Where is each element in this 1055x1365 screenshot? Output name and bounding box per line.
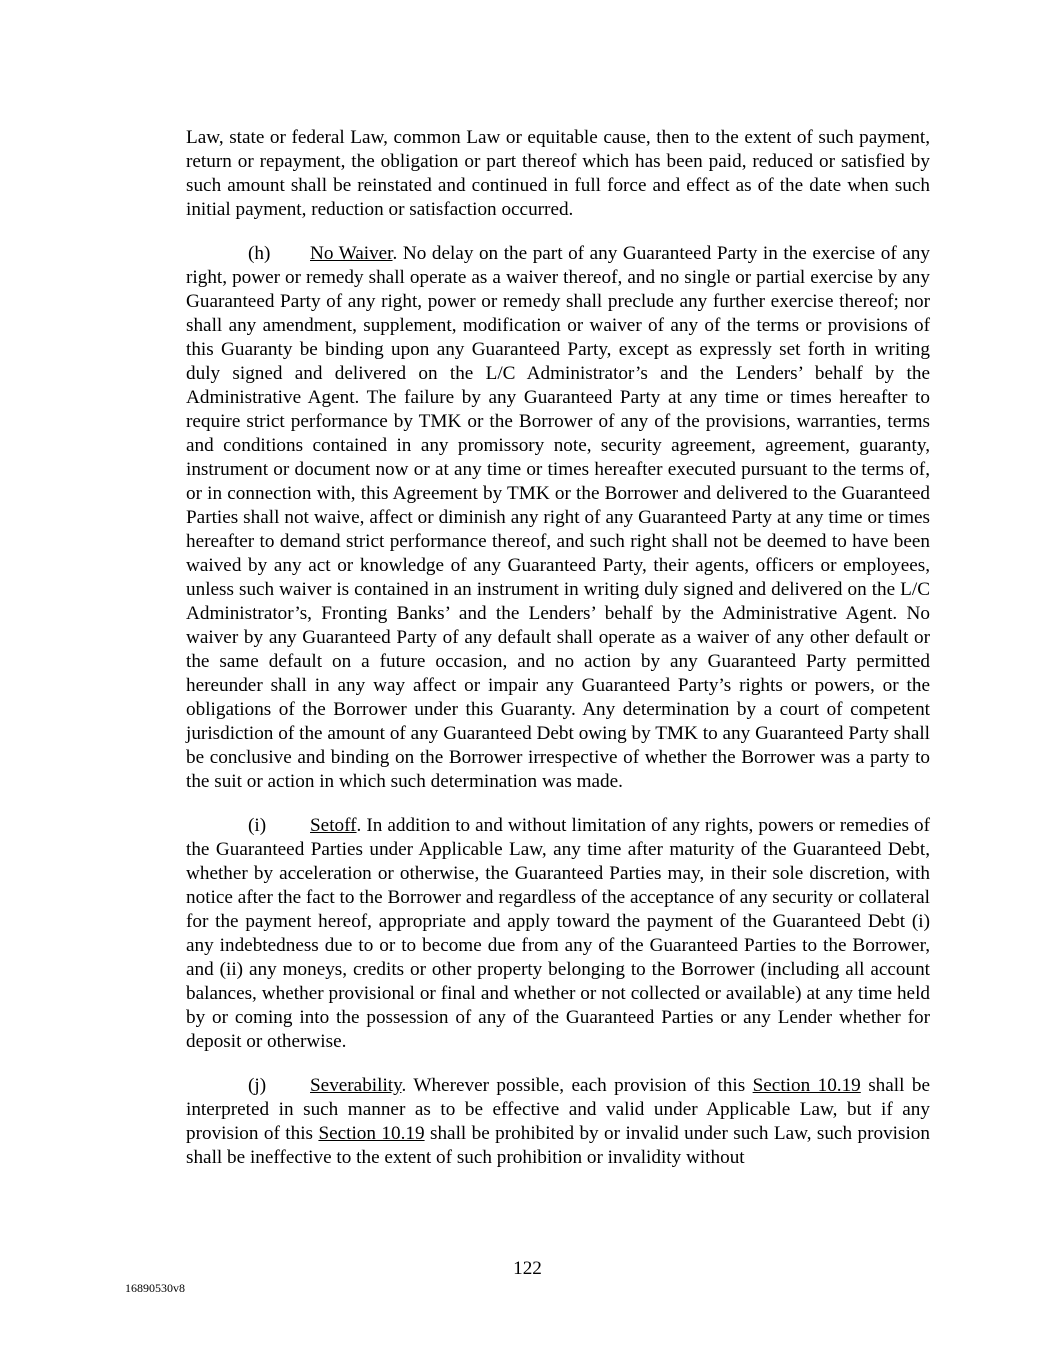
section-text: . Wherever possible, each provision of this <box>401 1075 753 1096</box>
document-body <box>186 126 930 1170</box>
section-heading: Severability <box>310 1075 402 1096</box>
section-text: . No delay on the part of any Guaranteed Party in the exercise of any right, power or remedy shall operate as a waiver thereof, and no single or partial exercise by any Guaranteed Party of any right, power or remedy shall preclude any further exercise thereof; nor shall any amendment, supplement, modification or waiver of any of the terms or provisions of this Guaranty be binding upon any Guaranteed Party, except as expressly set forth in writing duly signed and delivered on the L/C Administrator’s and the Lenders’ behalf by the Administrative Agent. The failure by any Guaranteed Party at any time or times hereafter to require strict performance by TMK or the Borrower of any of the provisions, warranties, terms and conditions contained in any promissory note, security agreement, agreement, guaranty, instrument or document now or at any time or times hereafter executed pursuant to the terms of, or in connection with, this Agreement by TMK or the Borrower and delivered to the Guaranteed Parties shall not waive, affect or diminish any right of any Guaranteed Party at any time or times hereafter to demand strict performance thereof, and such right shall not be deemed to have been waived by any act or knowledge of any Guaranteed Party, their agents, officers or employees, unless such waiver is contained in an instrument in writing duly signed and delivered on the L/C Administrator’s, Fronting Banks’ and the Lenders’ behalf by the Administrative Agent. No waiver by any Guaranteed Party of any default shall operate as a waiver of any other default or the same default on a future occasion, and no action by any Guaranteed Party permitted hereunder shall in any way affect or impair any Guaranteed Party’s rights or powers, or the obligations of the Borrower under this Guaranty. Any determination by a court of competent jurisdiction of the amount of any Guaranteed Debt owing by TMK to any Guaranteed Party shall be conclusive and binding on the Borrower irrespective of whether the Borrower was a party to the suit or action in which such determination was made. <box>186 243 930 792</box>
section-text: . In addition to and without limitation of any rights, powers or remedies of the Guaranteed Parties under Applicable Law, any time after maturity of the Guaranteed Debt, whether by acceleration or otherwise, the Guaranteed Parties may, in their sole discretion, with notice after the fact to the Borrower and regardless of the acceptance of any security or collateral for the payment hereof, appropriate and apply toward the payment of the Guaranteed Debt (i) any indebtedness due to or to become due from any of the Guaranteed Parties to the Borrower, and (ii) any moneys, credits or other property belonging to the Borrower (including all account balances, whether provisional or final and whether or not collected or available) at any time held by or coming into the possession of any of the Guaranteed Parties or any Lender whether for deposit or otherwise. <box>186 815 930 1052</box>
section-label: (h) <box>248 243 271 264</box>
section-i-setoff <box>186 814 930 1054</box>
document-id: 16890530v8 <box>125 1281 185 1295</box>
section-heading: Setoff <box>310 815 357 836</box>
section-heading: No Waiver <box>310 243 393 264</box>
section-j-severability <box>186 1074 930 1170</box>
page-number: 122 <box>513 1258 542 1279</box>
section-reference-link: Section 10.19 <box>752 1075 861 1096</box>
section-label: (j) <box>248 1075 267 1096</box>
section-label: (i) <box>248 815 267 836</box>
section-h-no-waiver <box>186 242 930 794</box>
section-text: shall be interpreted in such manner as to be effective and valid under Applicable Law, but if any provision of this <box>186 1075 930 1144</box>
continuation-paragraph: Law, state or federal Law, common Law or equitable cause, then to the extent of such payment, return or repayment, the obligation or part thereof which has been paid, reduced or satisfied by such amount shall be reinstated and continued in full force and effect as of the date when such initial payment, reduction or satisfaction occurred. <box>186 127 930 220</box>
section-text: shall be prohibited by or invalid under such Law, such provision shall be ineffective to the extent of such prohibition or invalidity without <box>186 1123 930 1168</box>
section-reference-link: Section 10.19 <box>318 1123 425 1144</box>
